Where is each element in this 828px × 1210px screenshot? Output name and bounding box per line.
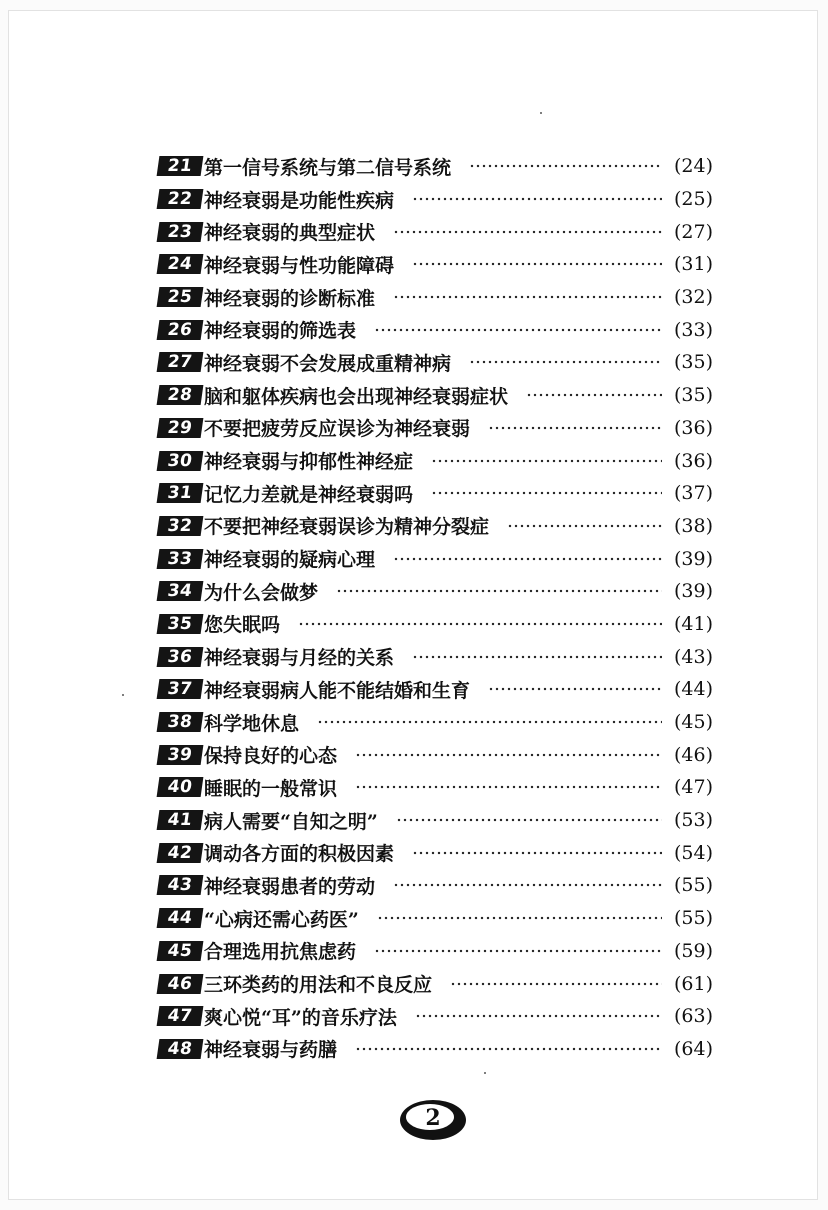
toc-entry[interactable] <box>158 771 713 804</box>
chapter-number-badge: 42 <box>157 843 204 863</box>
dot-leader <box>393 878 662 892</box>
dot-leader <box>393 290 662 304</box>
chapter-number-badge: 24 <box>157 254 204 274</box>
chapter-number-badge: 45 <box>157 941 204 961</box>
chapter-number-badge: 28 <box>157 385 204 405</box>
chapter-number-badge: 22 <box>157 189 204 209</box>
toc-entry-page: (55) <box>673 907 713 930</box>
toc-entry-title: 神经衰弱病人能不能结婚和生育 <box>204 679 471 702</box>
toc-entry-title: 神经衰弱的诊断标准 <box>204 287 376 310</box>
dot-leader <box>298 617 662 631</box>
toc-entry-page: (55) <box>673 874 713 897</box>
chapter-number-badge: 44 <box>157 908 204 928</box>
toc-entry-title: 神经衰弱的筛选表 <box>204 320 357 343</box>
toc-entry-title: 您失眠吗 <box>204 614 281 637</box>
toc-entry[interactable] <box>158 706 713 739</box>
chapter-number-badge: 31 <box>157 483 204 503</box>
toc-entry-title: 不要把神经衰弱误诊为精神分裂症 <box>204 516 490 539</box>
chapter-number-badge: 43 <box>157 875 204 895</box>
dot-leader <box>526 388 662 402</box>
toc-entry[interactable] <box>158 608 713 641</box>
toc-entry-title: 第一信号系统与第二信号系统 <box>204 156 452 179</box>
toc-entry-title: 神经衰弱与性功能障碍 <box>204 254 395 277</box>
chapter-number-badge: 27 <box>157 352 204 372</box>
dot-leader <box>396 813 662 827</box>
toc-entry-title: 爽心悦“耳”的音乐疗法 <box>204 1006 397 1029</box>
chapter-number-badge: 39 <box>157 745 204 765</box>
dot-leader <box>355 1042 662 1056</box>
chapter-number-badge: 36 <box>157 647 204 667</box>
chapter-number-badge: 26 <box>157 320 204 340</box>
chapter-number-badge: 48 <box>157 1039 204 1059</box>
toc-entry-title: 病人需要“自知之明” <box>204 810 378 833</box>
toc-entry-title: 三环类药的用法和不良反应 <box>204 974 433 997</box>
toc-entry[interactable] <box>158 248 713 281</box>
dot-leader <box>469 159 662 173</box>
toc-entry[interactable] <box>158 1033 713 1066</box>
dot-leader <box>450 977 662 991</box>
toc-entry[interactable] <box>158 869 713 902</box>
toc-entry-page: (61) <box>673 972 713 995</box>
toc-entry-page: (39) <box>673 580 713 603</box>
toc-entry-page: (53) <box>673 809 713 832</box>
chapter-number-badge: 35 <box>157 614 204 634</box>
dot-leader <box>374 944 662 958</box>
dot-leader <box>374 323 662 337</box>
toc-entry-page: (46) <box>673 743 713 766</box>
toc-entry-title: 调动各方面的积极因素 <box>204 843 395 866</box>
toc-entry-page: (27) <box>673 220 713 243</box>
toc-entry[interactable] <box>158 967 713 1000</box>
page-number: 2 <box>425 1105 441 1131</box>
toc-entry-page: (31) <box>673 253 713 276</box>
chapter-number-badge: 38 <box>157 712 204 732</box>
scan-speck <box>484 1072 486 1074</box>
dot-leader <box>488 421 662 435</box>
toc-entry[interactable] <box>158 150 713 183</box>
toc-entry-title: 睡眠的一般常识 <box>204 777 338 800</box>
toc-entry-title: 神经衰弱的疑病心理 <box>204 549 376 572</box>
toc-entry[interactable] <box>158 510 713 543</box>
toc-entry-title: 神经衰弱患者的劳动 <box>204 875 376 898</box>
toc-entry[interactable] <box>158 379 713 412</box>
chapter-number-badge: 25 <box>157 287 204 307</box>
toc-entry[interactable] <box>158 836 713 869</box>
dot-leader <box>507 519 662 533</box>
toc-entry-title: 神经衰弱的典型症状 <box>204 222 376 245</box>
toc-entry[interactable] <box>158 183 713 216</box>
chapter-number-badge: 21 <box>157 156 204 176</box>
dot-leader <box>355 780 662 794</box>
dot-leader <box>488 682 662 696</box>
toc-entry-page: (37) <box>673 482 713 505</box>
dot-leader <box>469 355 662 369</box>
dot-leader <box>415 1009 662 1023</box>
toc-entry[interactable] <box>158 346 713 379</box>
toc-entry-title: 记忆力差就是神经衰弱吗 <box>204 483 414 506</box>
dot-leader <box>393 552 662 566</box>
toc-entry[interactable] <box>158 281 713 314</box>
toc-entry-page: (36) <box>673 449 713 472</box>
toc-entry[interactable] <box>158 673 713 706</box>
toc-entry-title: 不要把疲劳反应误诊为神经衰弱 <box>204 418 471 441</box>
toc-entry-page: (41) <box>673 612 713 635</box>
chapter-number-badge: 29 <box>157 418 204 438</box>
toc-entry[interactable] <box>158 477 713 510</box>
toc-entry[interactable] <box>158 640 713 673</box>
toc-entry-page: (45) <box>673 711 713 734</box>
toc-entry[interactable] <box>158 902 713 935</box>
toc-entry-page: (47) <box>673 776 713 799</box>
toc-entry-page: (63) <box>673 1005 713 1028</box>
chapter-number-badge: 23 <box>157 222 204 242</box>
chapter-number-badge: 30 <box>157 451 204 471</box>
scan-speck <box>122 694 124 696</box>
toc-entry-title: 保持良好的心态 <box>204 745 338 768</box>
chapter-number-badge: 34 <box>157 581 204 601</box>
dot-leader <box>412 846 662 860</box>
chapter-number-badge: 46 <box>157 974 204 994</box>
toc-entry-page: (36) <box>673 416 713 439</box>
chapter-number-badge: 41 <box>157 810 204 830</box>
dot-leader <box>431 454 662 468</box>
toc-entry-title: 神经衰弱不会发展成重精神病 <box>204 352 452 375</box>
dot-leader <box>431 486 662 500</box>
toc-entry-page: (39) <box>673 547 713 570</box>
page-number-badge <box>398 1096 468 1144</box>
toc-entry-title: 科学地休息 <box>204 712 300 735</box>
toc-entry[interactable] <box>158 313 713 346</box>
table-of-contents <box>158 150 713 1065</box>
toc-entry-page: (54) <box>673 841 713 864</box>
toc-entry-title: 神经衰弱是功能性疾病 <box>204 189 395 212</box>
scan-speck <box>540 112 542 114</box>
toc-entry[interactable] <box>158 738 713 771</box>
chapter-number-badge: 40 <box>157 777 204 797</box>
dot-leader <box>317 715 662 729</box>
toc-entry[interactable] <box>158 1000 713 1033</box>
toc-entry[interactable] <box>158 575 713 608</box>
toc-entry[interactable] <box>158 935 713 968</box>
dot-leader <box>412 650 662 664</box>
toc-entry[interactable] <box>158 804 713 837</box>
toc-entry-page: (25) <box>673 188 713 211</box>
toc-entry-title: 神经衰弱与药膳 <box>204 1039 338 1062</box>
toc-entry[interactable] <box>158 215 713 248</box>
chapter-number-badge: 47 <box>157 1006 204 1026</box>
dot-leader <box>393 225 662 239</box>
dot-leader <box>412 192 662 206</box>
toc-entry-page: (44) <box>673 678 713 701</box>
chapter-number-badge: 32 <box>157 516 204 536</box>
toc-entry-page: (59) <box>673 939 713 962</box>
dot-leader <box>412 257 662 271</box>
dot-leader <box>336 584 662 598</box>
dot-leader <box>377 911 662 925</box>
toc-entry-title: 合理选用抗焦虑药 <box>204 941 357 964</box>
toc-entry-title: 脑和躯体疾病也会出现神经衰弱症状 <box>204 385 509 408</box>
toc-entry-page: (33) <box>673 318 713 341</box>
dot-leader <box>355 748 662 762</box>
toc-entry[interactable] <box>158 412 713 445</box>
toc-entry-page: (35) <box>673 351 713 374</box>
toc-entry-page: (64) <box>673 1037 713 1060</box>
chapter-number-badge: 33 <box>157 549 204 569</box>
chapter-number-badge: 37 <box>157 679 204 699</box>
toc-entry-title: 神经衰弱与月经的关系 <box>204 647 395 670</box>
toc-entry-page: (32) <box>673 286 713 309</box>
toc-entry[interactable] <box>158 444 713 477</box>
toc-entry-page: (24) <box>673 155 713 178</box>
toc-entry-page: (43) <box>673 645 713 668</box>
toc-entry-page: (38) <box>673 514 713 537</box>
toc-entry-page: (35) <box>673 384 713 407</box>
toc-entry-title: 神经衰弱与抑郁性神经症 <box>204 451 414 474</box>
toc-entry[interactable] <box>158 542 713 575</box>
toc-entry-title: “心病还需心药医” <box>204 908 359 931</box>
toc-entry-title: 为什么会做梦 <box>204 581 319 604</box>
